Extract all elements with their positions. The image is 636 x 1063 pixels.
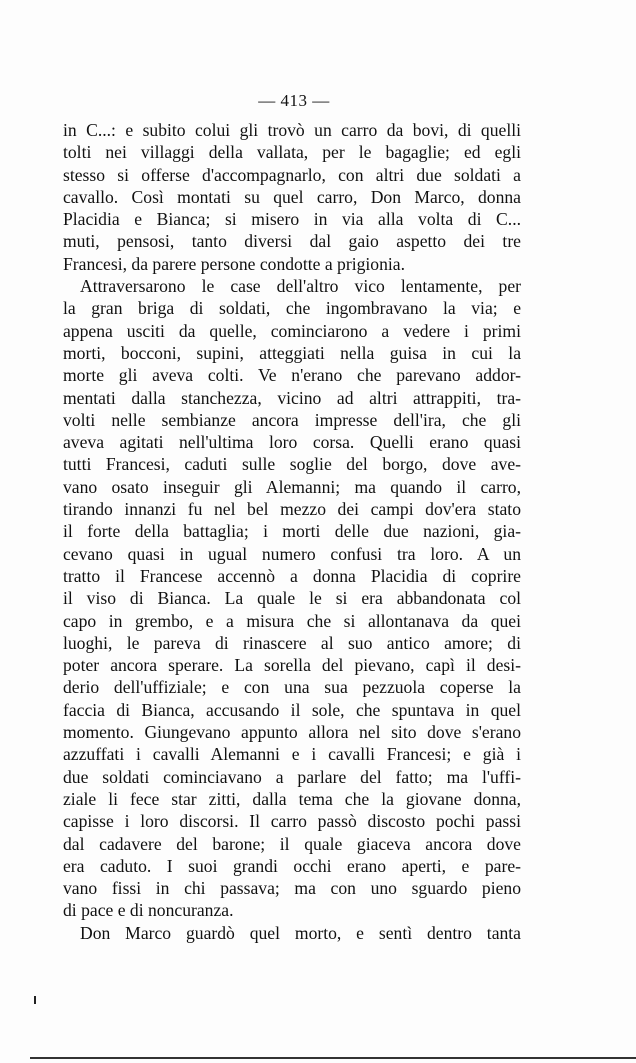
text-line: due soldati cominciavano a parlare del fatto; ma l'uffi- (63, 766, 521, 787)
text-line: tolti nei villaggi della vallata, per le bagaglie; ed egli (63, 142, 521, 163)
page-number: — 413 — (258, 91, 330, 110)
text-line: cevano quasi in ugual numero confusi tra loro. A un (63, 543, 521, 564)
text-line: stesso si offerse d'accompagnarlo, con altri due soldati a (63, 164, 521, 185)
text-line: ziale li fece star zitti, dalla tema che la giovane donna, (63, 788, 521, 809)
text-line: vano fissi in chi passava; ma con uno sguardo pieno (63, 878, 521, 899)
text-line: Attraversarono le case dell'altro vico lentamente, per (80, 276, 521, 297)
text-line: di pace e di noncuranza. (63, 900, 234, 921)
text-line: tirando innanzi fu nel bel mezzo dei campi dov'era stato (63, 499, 521, 520)
text-line: il viso di Bianca. La quale le si era abbandonata col (63, 588, 521, 609)
text-line: capo in grembo, e a misura che si allontanava da quei (63, 610, 521, 631)
text-line: volti nelle sembianze ancora impresse dell'ira, che gli (63, 409, 521, 430)
text-line: Francesi, da parere persone condotte a prigionia. (63, 253, 405, 274)
text-line: tutti Francesi, caduti sulle soglie del borgo, dove ave- (63, 454, 521, 475)
text-line: poter ancora sperare. La sorella del pievano, capì il desi- (63, 655, 521, 676)
text-line: morte gli aveva colti. Ve n'erano che parevano addor- (63, 365, 521, 386)
text-line: il forte della battaglia; i morti delle due nazioni, gia- (63, 521, 521, 542)
text-line: Don Marco guardò quel morto, e sentì dentro tanta (80, 922, 521, 943)
body-text (63, 119, 521, 944)
text-line: aveva agitati nell'ultima loro corsa. Quelli erano quasi (63, 432, 521, 453)
text-line: capisse i loro discorsi. Il carro passò discosto pochi passi (63, 811, 521, 832)
text-line: era caduto. I suoi grandi occhi erano aperti, e pare- (63, 855, 521, 876)
text-line: faccia di Bianca, accusando il sole, che spuntava in quel (63, 699, 521, 720)
margin-mark (34, 996, 36, 1004)
text-line: mentati dalla stanchezza, vicino ad altri attrappiti, tra- (63, 387, 521, 408)
text-line: la gran briga di soldati, che ingombravano la via; e (63, 298, 521, 319)
text-line: tratto il Francese accennò a donna Placidia di coprire (63, 565, 521, 586)
text-line: derio dell'uffiziale; e con una sua pezzuola coperse la (63, 677, 521, 698)
text-line: morti, bocconi, supini, atteggiati nella guisa in cui la (63, 342, 521, 363)
text-line: momento. Giungevano appunto allora nel sito dove s'erano (63, 722, 521, 743)
text-line: cavallo. Così montati su quel carro, Don Marco, donna (63, 186, 521, 207)
text-line: vano osato inseguir gli Alemanni; ma quando il carro, (63, 476, 521, 497)
text-line: in C...: e subito colui gli trovò un carro da bovi, di quelli (63, 120, 521, 140)
text-line: appena usciti da quelle, cominciarono a vedere i primi (63, 320, 521, 341)
text-line: azzuffati i cavalli Alemanni e i cavalli Francesi; e già i (63, 744, 521, 765)
page-bottom-edge (30, 1057, 636, 1059)
text-line: Placidia e Bianca; si misero in via alla volta di C... (63, 209, 521, 230)
text-line: muti, pensosi, tanto diversi dal gaio aspetto dei tre (63, 231, 521, 252)
text-line: dal cadavere del barone; il quale giaceva ancora dove (63, 833, 521, 854)
text-line: luoghi, le pareva di rinascere al suo antico amore; di (63, 632, 521, 653)
